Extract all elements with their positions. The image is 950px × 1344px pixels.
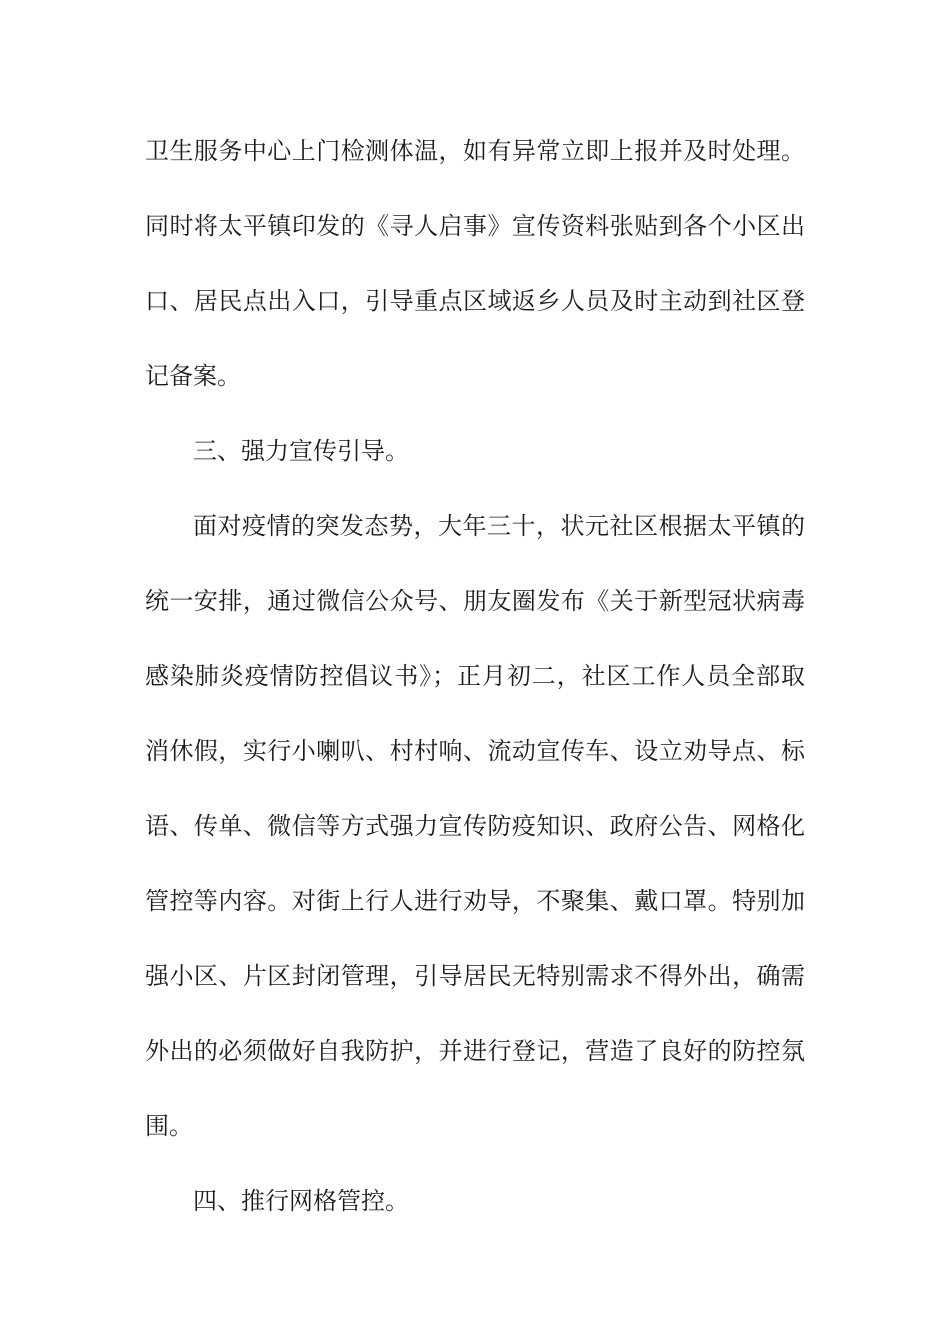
- paragraph-line: 围。: [145, 1112, 193, 1140]
- paragraph-line: 强小区、片区封闭管理，引导居民无特别需求不得外出，确需: [145, 962, 805, 990]
- paragraph-line: 记备案。: [145, 362, 241, 390]
- paragraph-line: 统一安排，通过微信公众号、朋友圈发布《关于新型冠状病毒: [145, 587, 805, 615]
- paragraph-line: 同时将太平镇印发的《寻人启事》宣传资料张贴到各个小区出: [145, 212, 805, 240]
- paragraph-line: 消休假，实行小喇叭、村村响、流动宣传车、设立劝导点、标: [145, 737, 805, 765]
- section-heading: 三、强力宣传引导。: [193, 437, 409, 465]
- paragraph-line: 卫生服务中心上门检测体温，如有异常立即上报并及时处理。: [145, 137, 805, 165]
- paragraph-line: 语、传单、微信等方式强力宣传防疫知识、政府公告、网格化: [145, 812, 805, 840]
- paragraph-line: 管控等内容。对街上行人进行劝导，不聚集、戴口罩。特别加: [145, 887, 805, 915]
- paragraph-line: 口、居民点出入口，引导重点区域返乡人员及时主动到社区登: [145, 287, 805, 315]
- paragraph-line: 外出的必须做好自我防护，并进行登记，营造了良好的防控氛: [145, 1037, 805, 1065]
- paragraph-line: 感染肺炎疫情防控倡议书》；正月初二，社区工作人员全部取: [145, 662, 805, 690]
- paragraph-line: 面对疫情的突发态势，大年三十，状元社区根据太平镇的: [193, 512, 805, 540]
- section-heading: 四、推行网格管控。: [193, 1187, 409, 1215]
